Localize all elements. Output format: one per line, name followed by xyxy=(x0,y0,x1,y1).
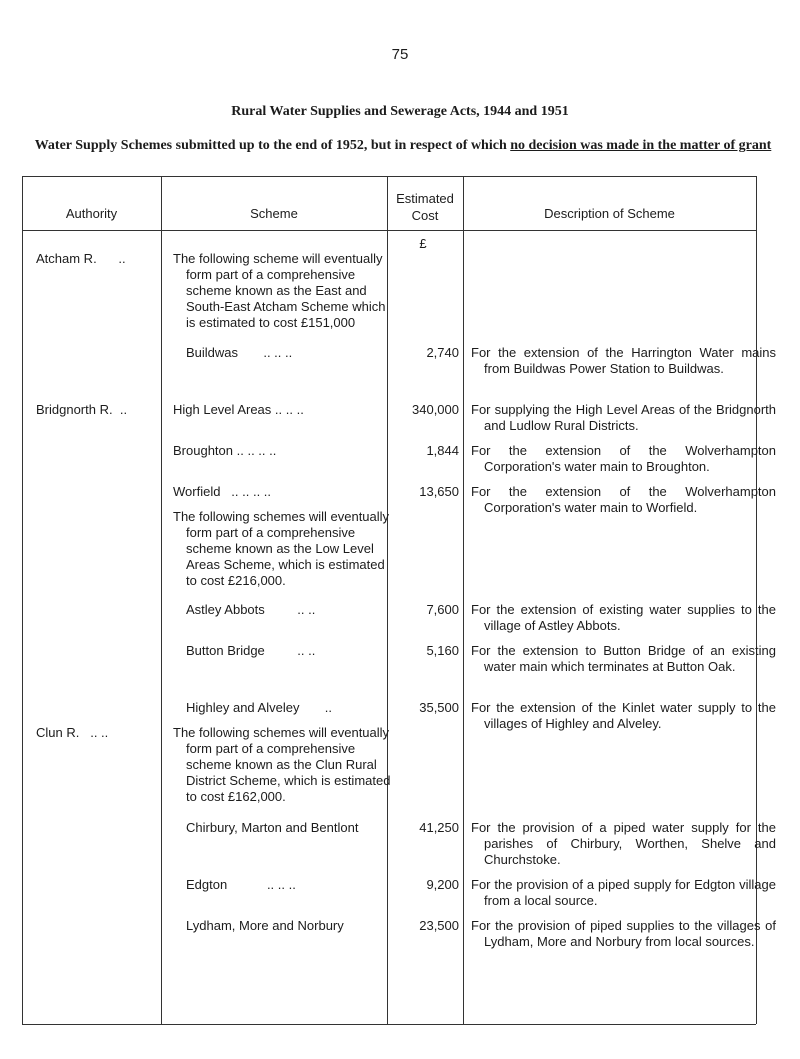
column-divider-authority xyxy=(161,176,162,1024)
scheme-cell: Worfield .. .. .. .. xyxy=(173,484,272,499)
subtitle-underlined-text: no decision was made in the matter of grant xyxy=(510,138,772,153)
cost-cell: 35,500 xyxy=(419,700,459,715)
scheme-cell: Chirbury, Marton and Bentlont xyxy=(186,820,359,835)
header-estimated-cost xyxy=(387,190,463,224)
cost-cell: 7,600 xyxy=(426,602,459,617)
scheme-cell: Button Bridge .. .. xyxy=(186,643,316,658)
header-cost-line2: Cost xyxy=(411,208,439,223)
scheme-note: The following schemes will eventually form part of a comprehensive scheme known as the Clun Rural District Scheme, which is estimated to cost £162,000. xyxy=(173,725,391,804)
column-divider-cost xyxy=(463,176,464,1024)
cost-cell: 5,160 xyxy=(426,643,459,658)
description-cell: For the extension of the Wolverhampton Corporation's water main to Broughton. xyxy=(471,443,776,474)
subtitle-text: Water Supply Schemes submitted up to the end of 1952, but in respect of which xyxy=(34,138,511,153)
page-title: Rural Water Supplies and Sewerage Acts, 1944 and 1951 xyxy=(231,104,569,119)
header-description: Description of Scheme xyxy=(544,206,675,221)
description-cell: For the provision of a piped supply for Edgton village from a local source. xyxy=(471,877,776,908)
table-bottom-rule xyxy=(22,1024,756,1025)
page-number: 75 xyxy=(391,46,409,63)
cost-cell: 23,500 xyxy=(419,918,459,933)
description-cell: For the extension of the Harrington Water mains from Buildwas Power Station to Buildwas. xyxy=(471,345,776,376)
description-cell: For the extension to Button Bridge of an existing water main which terminates at Button Oak. xyxy=(471,643,776,674)
cost-cell: 2,740 xyxy=(426,345,459,360)
scheme-note: The following schemes will eventually form part of a comprehensive scheme known as the Low Level Areas Scheme, which is estimated to cost £216,000. xyxy=(173,509,390,588)
scheme-cell: Highley and Alveley .. xyxy=(186,700,332,715)
description-cell: For supplying the High Level Areas of the Bridgnorth and Ludlow Rural Districts. xyxy=(471,402,776,433)
currency-symbol: £ xyxy=(419,236,427,251)
scheme-cell: Edgton .. .. .. xyxy=(186,877,296,892)
header-bottom-rule xyxy=(22,230,756,231)
cost-cell: 340,000 xyxy=(412,402,459,417)
header-cost-line1: Estimated xyxy=(396,191,454,206)
table-top-rule xyxy=(22,176,756,177)
description-cell: For the provision of a piped water supply for the parishes of Chirbury, Worthen, Shelve and Churchstoke. xyxy=(471,820,776,867)
cost-cell: 9,200 xyxy=(426,877,459,892)
authority-cell: Atcham R. .. xyxy=(36,251,126,266)
scheme-note: The following scheme will eventually form part of a comprehensive scheme known as the East and South-East Atcham Scheme which is estimated to cost £151,000 xyxy=(173,251,386,330)
description-cell: For the provision of piped supplies to the villages of Lydham, More and Norbury from local sources. xyxy=(471,918,776,949)
cost-cell: 13,650 xyxy=(419,484,459,499)
description-cell: For the extension of the Kinlet water supply to the villages of Highley and Alveley. xyxy=(471,700,776,731)
cost-cell: 1,844 xyxy=(426,443,459,458)
table-subtitle xyxy=(23,138,783,154)
header-authority: Authority xyxy=(65,206,118,221)
description-cell: For the extension of existing water supplies to the village of Astley Abbots. xyxy=(471,602,776,633)
authority-cell: Clun R. .. .. xyxy=(36,725,109,740)
cost-cell: 41,250 xyxy=(419,820,459,835)
scheme-cell: Astley Abbots .. .. xyxy=(186,602,316,617)
header-scheme: Scheme xyxy=(250,206,298,221)
table-left-border xyxy=(22,176,23,1024)
scheme-cell: Broughton .. .. .. .. xyxy=(173,443,277,458)
description-cell: For the extension of the Wolverhampton Corporation's water main to Worfield. xyxy=(471,484,776,515)
scheme-cell: High Level Areas .. .. .. xyxy=(173,402,304,417)
authority-cell: Bridgnorth R. .. xyxy=(36,402,128,417)
scheme-cell: Lydham, More and Norbury xyxy=(186,918,344,933)
scheme-cell: Buildwas .. .. .. xyxy=(186,345,293,360)
